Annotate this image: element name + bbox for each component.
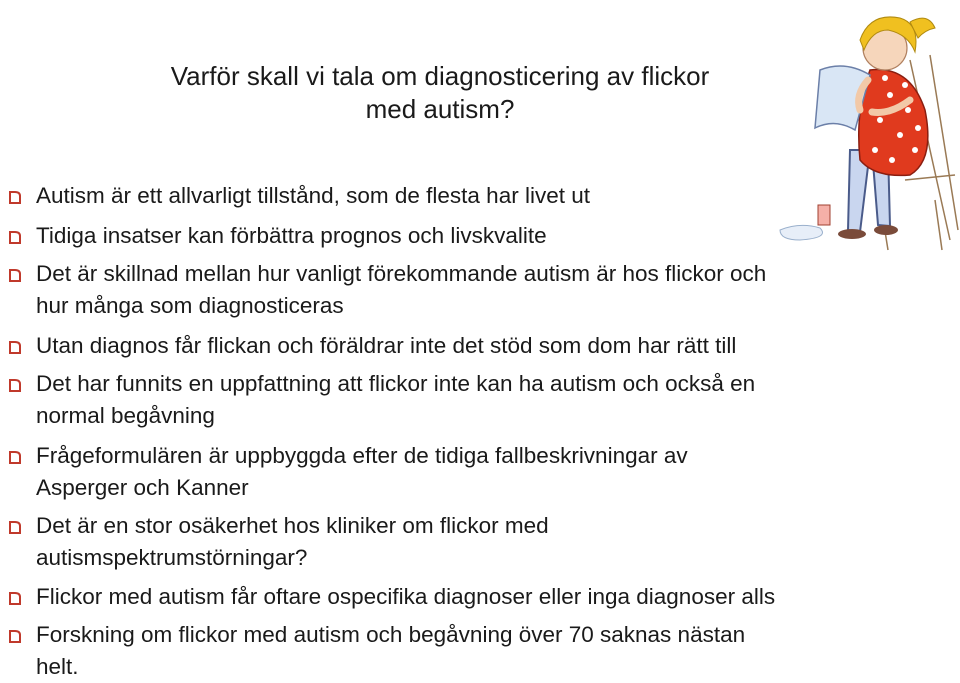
bullet-line: Frågeformulären är uppbyggda efter de tidiga fallbeskrivningar av <box>36 443 688 468</box>
bullet-line: Det är skillnad mellan hur vanligt förekommande autism är hos flickor och <box>36 261 767 286</box>
bullet-marker-icon <box>8 229 22 245</box>
bullet-line: hur många som diagnosticeras <box>36 293 344 318</box>
bullet-marker-icon <box>8 189 22 205</box>
bullet-marker-icon <box>8 590 22 606</box>
bullet-text <box>36 258 936 322</box>
bullet-text <box>36 368 936 432</box>
bullet-text <box>36 619 936 683</box>
bullet-line: Tidiga insatser kan förbättra prognos och livskvalite <box>36 223 547 248</box>
bullet-line: Asperger och Kanner <box>36 475 249 500</box>
bullet-line: Det har funnits en uppfattning att flickor inte kan ha autism och också en <box>36 371 756 396</box>
bullet-line: Det är en stor osäkerhet hos kliniker om flickor med <box>36 513 549 538</box>
bullet-marker-icon <box>8 519 22 535</box>
bullet-line: Autism är ett allvarligt tillstånd, som de flesta har livet ut <box>36 183 590 208</box>
bullet-text <box>36 581 936 613</box>
bullet-line: Flickor med autism får oftare ospecifika diagnoser eller inga diagnoser alls <box>36 584 776 609</box>
bullet-marker-icon <box>8 267 22 283</box>
bullet-line: normal begåvning <box>36 403 215 428</box>
title-line-2: med autism? <box>365 94 515 124</box>
bullet-marker-icon <box>8 377 22 393</box>
bullet-line: Utan diagnos får flickan och föräldrar inte det stöd som dom har rätt till <box>36 333 737 358</box>
title-line-1: Varför skall vi tala om diagnosticering av flickor <box>170 61 710 91</box>
slide-title <box>140 60 740 126</box>
bullet-text <box>36 510 936 574</box>
bullet-line: autismspektrumstörningar? <box>36 545 308 570</box>
bullet-text <box>36 440 936 504</box>
bullet-line: helt. <box>36 654 79 679</box>
girl-reading-illustration-icon <box>760 0 960 258</box>
bullet-marker-icon <box>8 339 22 355</box>
bullet-line: Forskning om flickor med autism och begåvning över 70 saknas nästan <box>36 622 746 647</box>
bullet-marker-icon <box>8 628 22 644</box>
bullet-marker-icon <box>8 449 22 465</box>
bullet-text <box>36 330 936 362</box>
